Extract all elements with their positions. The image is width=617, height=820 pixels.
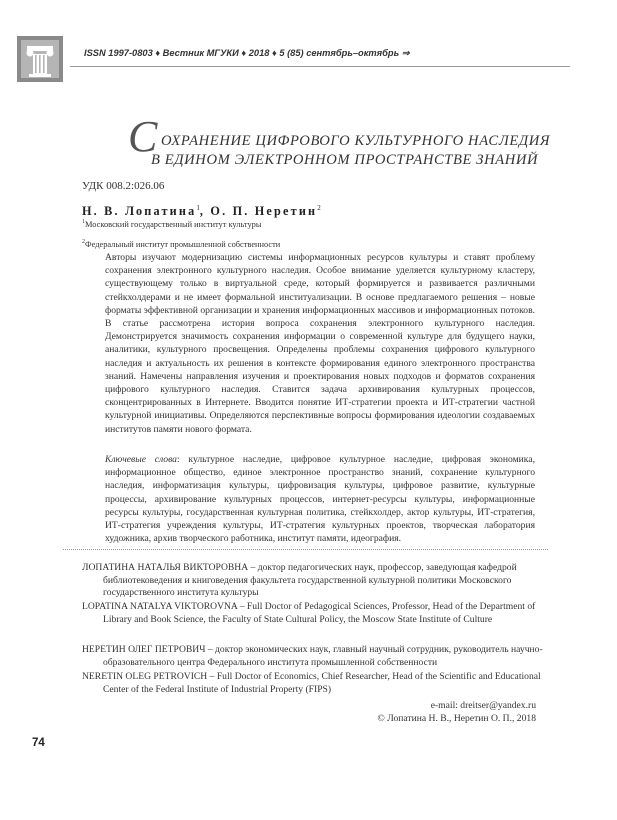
- affiliation-2-sup: 2: [82, 239, 85, 245]
- author-bio-1-ru: ЛОПАТИНА НАТАЛЬЯ ВИКТОРОВНА – доктор педагогических наук, профессор, заведующая кафедрой библиотековедения и книговедения факультета государственной культурной политики Московского государственного института культуры: [82, 562, 517, 599]
- dotted-divider: [63, 549, 548, 550]
- author-1-sup: 1: [196, 204, 200, 212]
- affiliation-1-text: Московский государственный институт культуры: [85, 219, 262, 229]
- affiliation-1-sup: 1: [82, 219, 85, 225]
- author-bio-2-en: NERETIN OLEG PETROVICH – Full Doctor of Economics, Chief Researcher, Head of the Scientific and Educational Center of the Federal Institute of Industrial Property (FIPS): [82, 671, 541, 695]
- affiliation-2-text: Федеральный институт промышленной собственности: [85, 239, 281, 249]
- affiliation-1: [82, 219, 261, 229]
- abstract: Авторы изучают модернизацию системы информационных ресурсов культуры и ставят проблему сохранения электронного культурного наследия. Особое внимание уделяется культурному кластеру, существующему только в виртуальной среде, который формируется и развивается различными стейкхолдерами и не имеет формальной институализации. В основе предлагаемого решения – новые форматы эффективной организации и хранения информационных массивов и информационных потоков. В статье рассмотрена история вопроса сохранения электронного культурного наследия. Демонстрируется значимость сохранения информации о современной культуре для будущего науки, аналитики, культурного просвещения. Определены проблемы сохранения цифрового культурного наследия и актуальность их решения в контексте формирования единого электронного пространства знаний. Намечены направления изучения и проектирования новых подходов и форматов сохранения цифрового культурного наследия. Ставится задача архивирования культурных процессов, сконцентрированных в Интернете. Вводится понятие ИТ-стратегии проекта и ИТ-стратегии частной культурной инициативы. Определяются перспективные вопросы формирования идеологии создаваемых институтов памяти нового формата.: [105, 252, 535, 435]
- keywords-label: Ключевые слова: [105, 454, 177, 465]
- article-title: [128, 112, 551, 179]
- header-rule: [70, 66, 570, 67]
- title-drop-cap: С: [128, 112, 158, 161]
- journal-header: ISSN 1997-0803 ♦ Вестник МГУКИ ♦ 2018 ♦ 5 (85) сентябрь–октябрь ⇒: [84, 48, 410, 58]
- author-1: Н. В. Лопатина: [82, 204, 197, 219]
- page-number: 74: [32, 737, 45, 749]
- author-2-sup: 2: [317, 204, 321, 212]
- udc-code: УДК 008.2:026.06: [82, 180, 165, 192]
- authors-separator: ,: [199, 204, 211, 219]
- author-bio-1-en: LOPATINA NATALYA VIKTOROVNA – Full Doctor of Pedagogical Sciences, Professor, Head of the Department of Library and Book Science, the Faculty of State Cultural Policy, the Moscow State Institute of Culture: [82, 601, 536, 625]
- authors-line: [82, 204, 321, 219]
- author-bio-2-ru: НЕРЕТИН ОЛЕГ ПЕТРОВИЧ – доктор экономических наук, главный научный сотрудник, руководитель научно-образовательного центра Федерального института промышленной собственности: [82, 644, 543, 668]
- journal-logo-icon: [17, 36, 63, 82]
- title-line-1: ОХРАНЕНИЕ ЦИФРОВОГО КУЛЬТУРНОГО НАСЛЕДИЯ: [161, 133, 551, 149]
- contact-email: e-mail: dreitser@yandex.ru: [430, 700, 536, 711]
- author-2: О. П. Неретин: [210, 204, 318, 219]
- affiliation-2: [82, 239, 280, 249]
- title-line-2: В ЕДИНОМ ЭЛЕКТРОННОМ ПРОСТРАНСТВЕ ЗНАНИЙ: [151, 152, 539, 168]
- copyright: © Лопатина Н. В., Неретин О. П., 2018: [377, 713, 536, 724]
- keywords: [105, 453, 535, 545]
- keywords-text: : культурное наследие, цифровое культурное наследие, цифровая экономика, информационное общество, единое электронное пространство знаний, сохранение культурного наследия, информатизация культуры, цифровизация культуры, цифровое развитие, культурные процессы, архивирование культурных процессов, интернет-ресурсы культуры, информационные ресурсы культуры, государственная культурная политика, стейкхолдер, актор культуры, ИТ-стратегия, ИТ-стратегия учреждения культуры, ИТ-стратегия культурных проектов, творческая лаборатория художника, архив творческого работника, институт памяти, идеография.: [105, 454, 535, 545]
